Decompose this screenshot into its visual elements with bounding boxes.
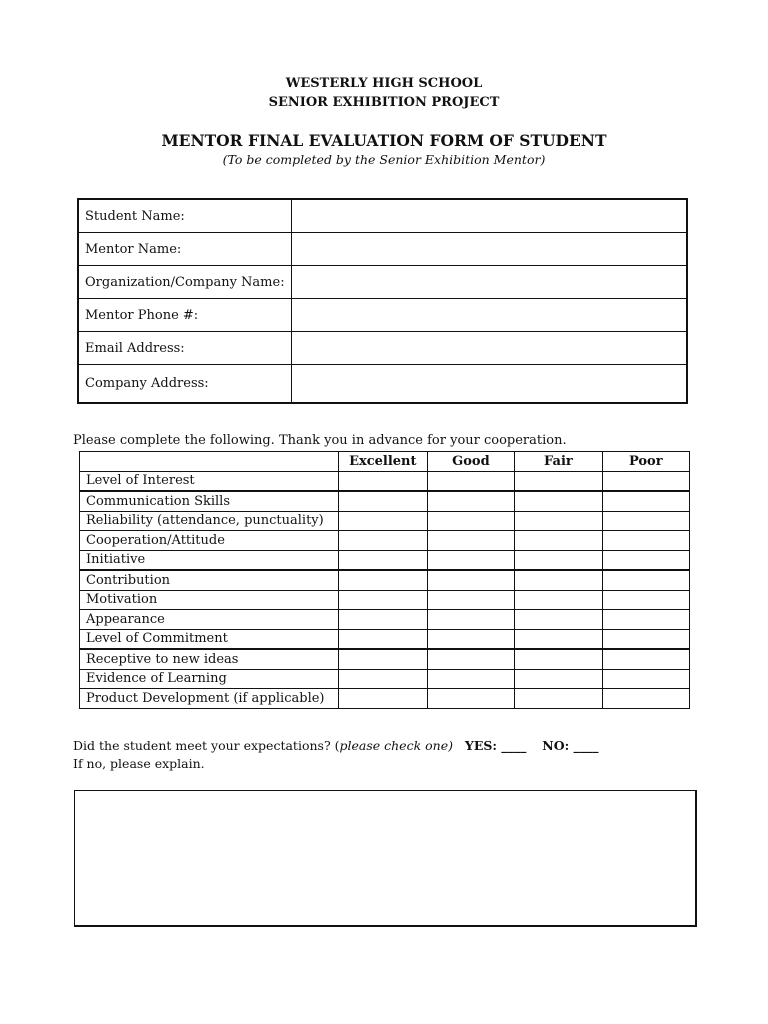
ratings-row — [80, 629, 690, 649]
info-input-email[interactable] — [292, 332, 688, 365]
rating-cell-good[interactable] — [427, 689, 515, 709]
criteria-label: Level of Interest — [80, 471, 339, 491]
ratings-row — [80, 689, 690, 709]
rating-cell-poor[interactable] — [602, 590, 689, 610]
rating-cell-fair[interactable] — [515, 689, 602, 709]
criteria-label: Appearance — [80, 610, 339, 630]
rating-cell-excellent[interactable] — [338, 511, 427, 531]
info-row — [78, 332, 687, 365]
rating-cell-excellent[interactable] — [338, 491, 427, 511]
criteria-label: Contribution — [80, 570, 339, 590]
explain-prompt: If no, please explain. — [73, 756, 205, 771]
info-row — [78, 365, 687, 404]
rating-cell-good[interactable] — [427, 610, 515, 630]
criteria-label: Reliability (attendance, punctuality) — [80, 511, 339, 531]
criteria-label: Initiative — [80, 550, 339, 570]
rating-cell-excellent[interactable] — [338, 570, 427, 590]
rating-cell-good[interactable] — [427, 550, 515, 570]
info-label: Student Name: — [78, 199, 292, 233]
info-input-student-name[interactable] — [292, 199, 688, 233]
ratings-row — [80, 550, 690, 570]
ratings-row — [80, 570, 690, 590]
rating-cell-fair[interactable] — [515, 590, 602, 610]
info-input-mentor-phone[interactable] — [292, 299, 688, 332]
rating-cell-fair[interactable] — [515, 531, 602, 551]
rating-cell-fair[interactable] — [515, 550, 602, 570]
column-header-excellent: Excellent — [338, 452, 427, 472]
rating-cell-poor[interactable] — [602, 550, 689, 570]
column-header-poor: Poor — [602, 452, 689, 472]
rating-cell-poor[interactable] — [602, 629, 689, 649]
rating-cell-poor[interactable] — [602, 610, 689, 630]
rating-cell-good[interactable] — [427, 511, 515, 531]
rating-cell-poor[interactable] — [602, 531, 689, 551]
rating-cell-good[interactable] — [427, 629, 515, 649]
ratings-row — [80, 531, 690, 551]
criteria-label: Communication Skills — [80, 491, 339, 511]
column-header-good: Good — [427, 452, 515, 472]
info-input-organization[interactable] — [292, 266, 688, 299]
rating-cell-fair[interactable] — [515, 610, 602, 630]
instructions-text: Please complete the following. Thank you in advance for your cooperation. — [73, 433, 567, 448]
school-name: WESTERLY HIGH SCHOOL — [285, 76, 483, 91]
expectations-question — [73, 738, 599, 753]
ratings-row — [80, 491, 690, 511]
rating-cell-excellent[interactable] — [338, 590, 427, 610]
rating-cell-fair[interactable] — [515, 669, 602, 689]
rating-cell-excellent[interactable] — [338, 531, 427, 551]
rating-cell-fair[interactable] — [515, 511, 602, 531]
rating-cell-fair[interactable] — [515, 570, 602, 590]
project-name: SENIOR EXHIBITION PROJECT — [268, 95, 500, 110]
ratings-row — [80, 669, 690, 689]
info-label: Organization/Company Name: — [78, 266, 292, 299]
no-checkbox[interactable]: NO: ____ — [542, 738, 599, 753]
rating-cell-good[interactable] — [427, 590, 515, 610]
info-label: Email Address: — [78, 332, 292, 365]
rating-cell-poor[interactable] — [602, 511, 689, 531]
criteria-label: Receptive to new ideas — [80, 649, 339, 669]
info-label: Mentor Phone #: — [78, 299, 292, 332]
rating-cell-excellent[interactable] — [338, 669, 427, 689]
rating-cell-poor[interactable] — [602, 689, 689, 709]
rating-cell-good[interactable] — [427, 649, 515, 669]
info-label: Mentor Name: — [78, 233, 292, 266]
rating-cell-poor[interactable] — [602, 649, 689, 669]
info-row — [78, 233, 687, 266]
criteria-label: Motivation — [80, 590, 339, 610]
rating-cell-poor[interactable] — [602, 491, 689, 511]
rating-cell-poor[interactable] — [602, 471, 689, 491]
info-row — [78, 299, 687, 332]
question-text: Did the student meet your expectations? ( — [73, 738, 340, 753]
info-row — [78, 199, 687, 233]
rating-cell-poor[interactable] — [602, 570, 689, 590]
info-input-mentor-name[interactable] — [292, 233, 688, 266]
form-title: MENTOR FINAL EVALUATION FORM OF STUDENT — [161, 131, 607, 150]
explanation-textbox[interactable] — [74, 790, 697, 927]
info-label: Company Address: — [78, 365, 292, 404]
column-header-fair: Fair — [515, 452, 602, 472]
form-subtitle: (To be completed by the Senior Exhibition Mentor) — [222, 152, 546, 167]
rating-cell-good[interactable] — [427, 531, 515, 551]
ratings-row — [80, 649, 690, 669]
rating-cell-fair[interactable] — [515, 491, 602, 511]
info-input-company-address[interactable] — [292, 365, 688, 404]
ratings-row — [80, 511, 690, 531]
criteria-header — [80, 452, 339, 472]
yes-checkbox[interactable]: YES: ____ — [464, 738, 527, 753]
criteria-label: Product Development (if applicable) — [80, 689, 339, 709]
rating-cell-poor[interactable] — [602, 669, 689, 689]
rating-cell-good[interactable] — [427, 669, 515, 689]
rating-cell-excellent[interactable] — [338, 649, 427, 669]
rating-cell-excellent[interactable] — [338, 471, 427, 491]
rating-cell-excellent[interactable] — [338, 550, 427, 570]
rating-cell-excellent[interactable] — [338, 629, 427, 649]
rating-cell-fair[interactable] — [515, 629, 602, 649]
criteria-label: Level of Commitment — [80, 629, 339, 649]
rating-cell-good[interactable] — [427, 491, 515, 511]
info-table — [77, 198, 688, 404]
criteria-label: Cooperation/Attitude — [80, 531, 339, 551]
rating-cell-excellent[interactable] — [338, 610, 427, 630]
ratings-table — [79, 451, 690, 709]
rating-cell-good[interactable] — [427, 570, 515, 590]
ratings-row — [80, 590, 690, 610]
ratings-row — [80, 471, 690, 491]
rating-cell-fair[interactable] — [515, 471, 602, 491]
ratings-row — [80, 610, 690, 630]
rating-cell-excellent[interactable] — [338, 689, 427, 709]
ratings-header-row — [80, 452, 690, 472]
question-hint: please check one) — [339, 738, 453, 753]
info-row — [78, 266, 687, 299]
rating-cell-fair[interactable] — [515, 649, 602, 669]
rating-cell-good[interactable] — [427, 471, 515, 491]
criteria-label: Evidence of Learning — [80, 669, 339, 689]
